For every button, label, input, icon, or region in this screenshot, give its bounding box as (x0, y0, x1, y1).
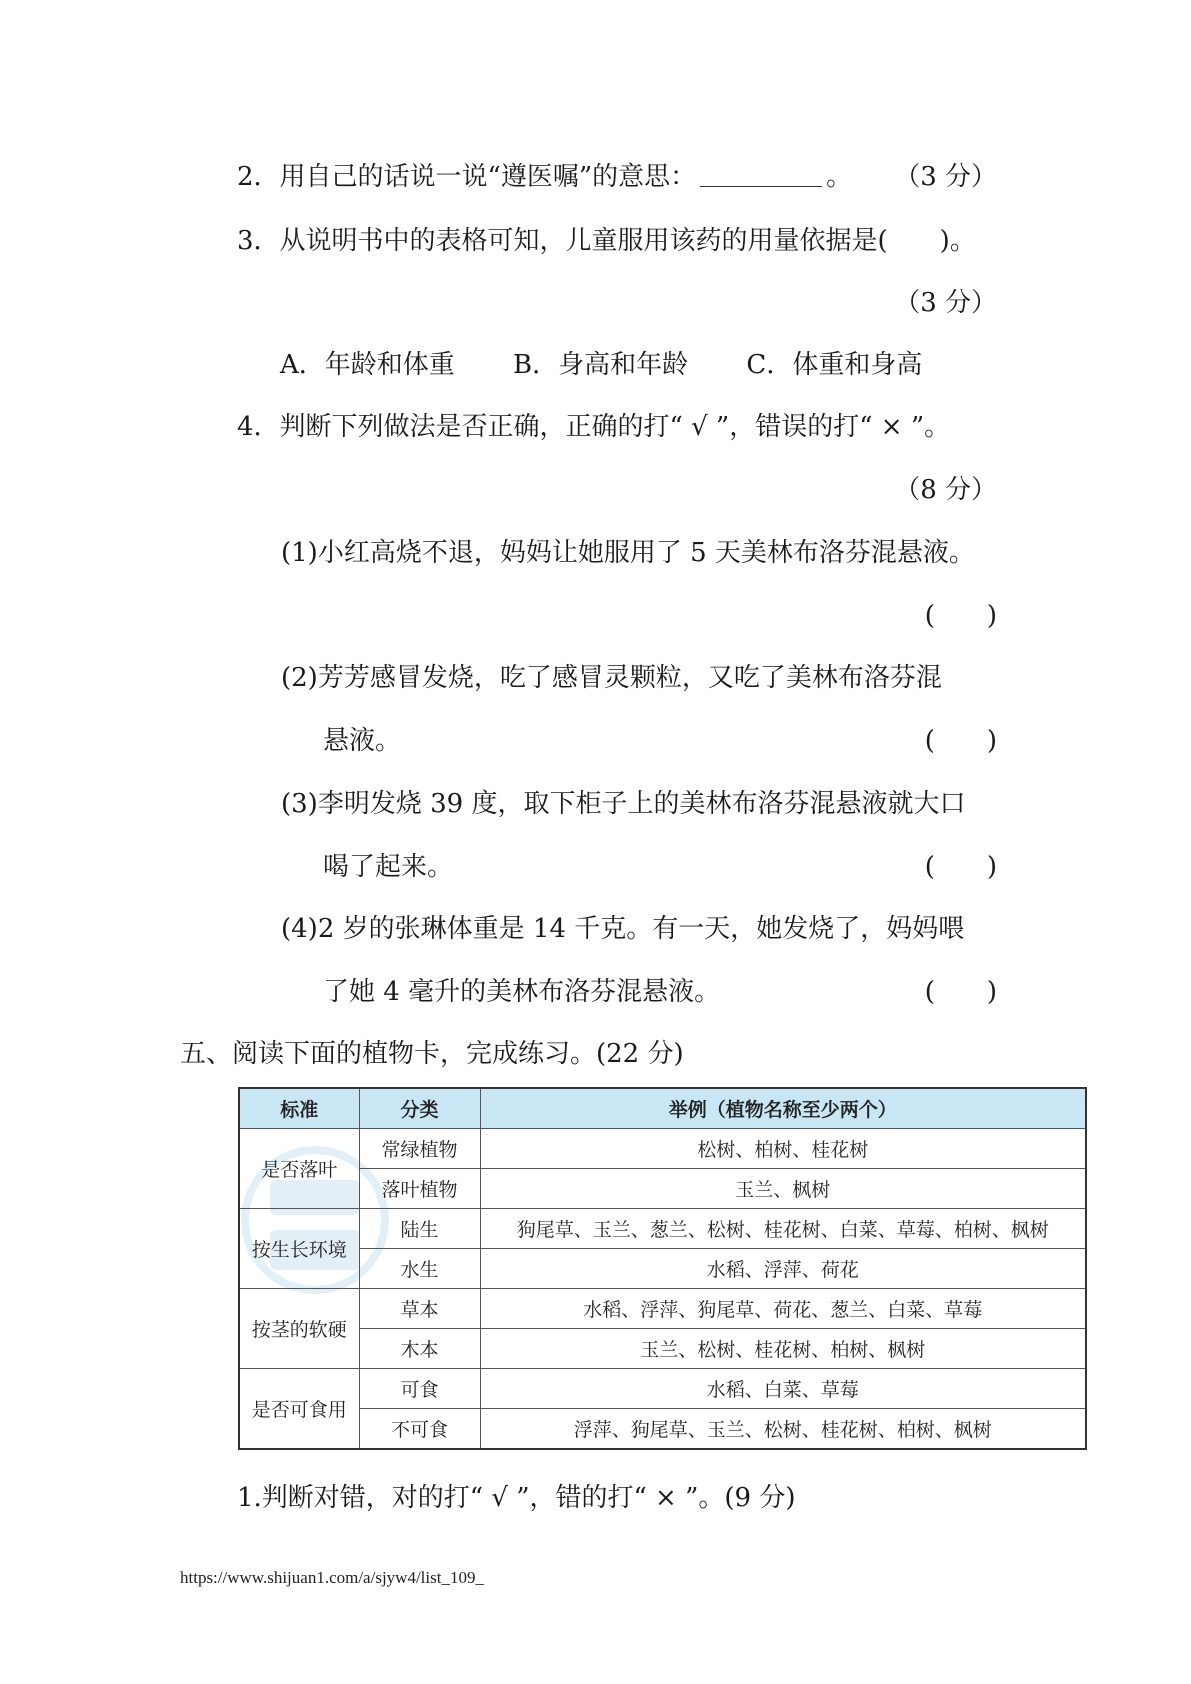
examples-cell: 水稻、浮萍、荷花 (480, 1249, 1086, 1289)
q4-item-4-line1: (4)2 岁的张琳体重是 14 千克。有一天，她发烧了，妈妈喂 (281, 914, 965, 944)
q4-item-2-line1: (2)芳芳感冒发烧，吃了感冒灵颗粒，又吃了美林布洛芬混 (281, 663, 942, 693)
table-row (239, 1329, 1086, 1369)
category-cell: 水生 (359, 1249, 480, 1289)
question-2-end: 。 (826, 162, 853, 192)
plant-card-table (238, 1087, 1087, 1450)
question-4-text: 4．判断下列做法是否正确，正确的打“ √ ”，错误的打“ × ”。 (237, 412, 951, 442)
section-5-question-1: 1.判断对错，对的打“ √ ”，错的打“ × ”。(9 分) (237, 1483, 796, 1513)
standard-cell: 按生长环境 (239, 1209, 359, 1289)
q4-item-3-paren[interactable]: ( ) (924, 852, 997, 882)
category-cell: 可食 (359, 1369, 480, 1409)
table-row (239, 1129, 1086, 1169)
header-standard: 标准 (239, 1088, 359, 1129)
q4-item-3-line2: 喝了起来。 (323, 852, 454, 882)
footer-url[interactable]: https://www.shijuan1.com/a/sjyw4/list_109_ (180, 1568, 484, 1587)
table-row (239, 1209, 1086, 1249)
standard-cell: 按茎的软硬 (239, 1289, 359, 1369)
table-row (239, 1249, 1086, 1289)
q4-item-4-paren[interactable]: ( ) (924, 977, 997, 1007)
examples-cell: 玉兰、枫树 (480, 1169, 1086, 1209)
examples-cell: 水稻、浮萍、狗尾草、荷花、葱兰、白菜、草莓 (480, 1289, 1086, 1329)
q4-item-2-paren[interactable]: ( ) (924, 726, 997, 756)
category-cell: 常绿植物 (359, 1129, 480, 1169)
option-a[interactable]: A．年龄和体重 (280, 350, 455, 380)
category-cell: 草本 (359, 1289, 480, 1329)
question-3-text: 3．从说明书中的表格可知，儿童服用该药的用量依据是( )。 (237, 226, 976, 256)
question-2-text: 2．用自己的话说一说“遵医嘱”的意思： (237, 162, 697, 192)
question-2-score: （3 分） (894, 162, 997, 192)
category-cell: 落叶植物 (359, 1169, 480, 1209)
question-3-score: （3 分） (894, 288, 997, 318)
section-5-title: 五、阅读下面的植物卡，完成练习。(22 分) (180, 1039, 684, 1069)
option-c[interactable]: C．体重和身高 (746, 350, 923, 380)
table-row (239, 1289, 1086, 1329)
examples-cell: 浮萍、狗尾草、玉兰、松树、桂花树、柏树、枫树 (480, 1409, 1086, 1450)
table-row (239, 1369, 1086, 1409)
table-row (239, 1169, 1086, 1209)
examples-cell: 水稻、白菜、草莓 (480, 1369, 1086, 1409)
question-2 (237, 160, 852, 194)
table-header-row (239, 1088, 1086, 1129)
header-examples: 举例（植物名称至少两个） (480, 1088, 1086, 1129)
q4-item-1-paren[interactable]: ( ) (924, 601, 997, 631)
option-b[interactable]: B．身高和年龄 (513, 350, 689, 380)
question-3-options (280, 348, 972, 382)
q4-item-1-line1: (1)小红高烧不退，妈妈让她服用了 5 天美林布洛芬混悬液。 (281, 538, 975, 568)
category-cell: 陆生 (359, 1209, 480, 1249)
category-cell: 木本 (359, 1329, 480, 1369)
table-row (239, 1409, 1086, 1450)
q4-item-2-line2: 悬液。 (323, 726, 402, 756)
standard-cell: 是否可食用 (239, 1369, 359, 1450)
examples-cell: 松树、柏树、桂花树 (480, 1129, 1086, 1169)
q4-item-4-line2: 了她 4 毫升的美林布洛芬混悬液。 (323, 977, 721, 1007)
header-category: 分类 (359, 1088, 480, 1129)
examples-cell: 狗尾草、玉兰、葱兰、松树、桂花树、白菜、草莓、柏树、枫树 (480, 1209, 1086, 1249)
category-cell: 不可食 (359, 1409, 480, 1450)
q4-item-3-line1: (3)李明发烧 39 度，取下柜子上的美林布洛芬混悬液就大口 (281, 789, 966, 819)
examples-cell: 玉兰、松树、桂花树、柏树、枫树 (480, 1329, 1086, 1369)
answer-blank[interactable] (700, 164, 822, 187)
standard-cell: 是否落叶 (239, 1129, 359, 1209)
question-4-score: （8 分） (894, 475, 997, 505)
